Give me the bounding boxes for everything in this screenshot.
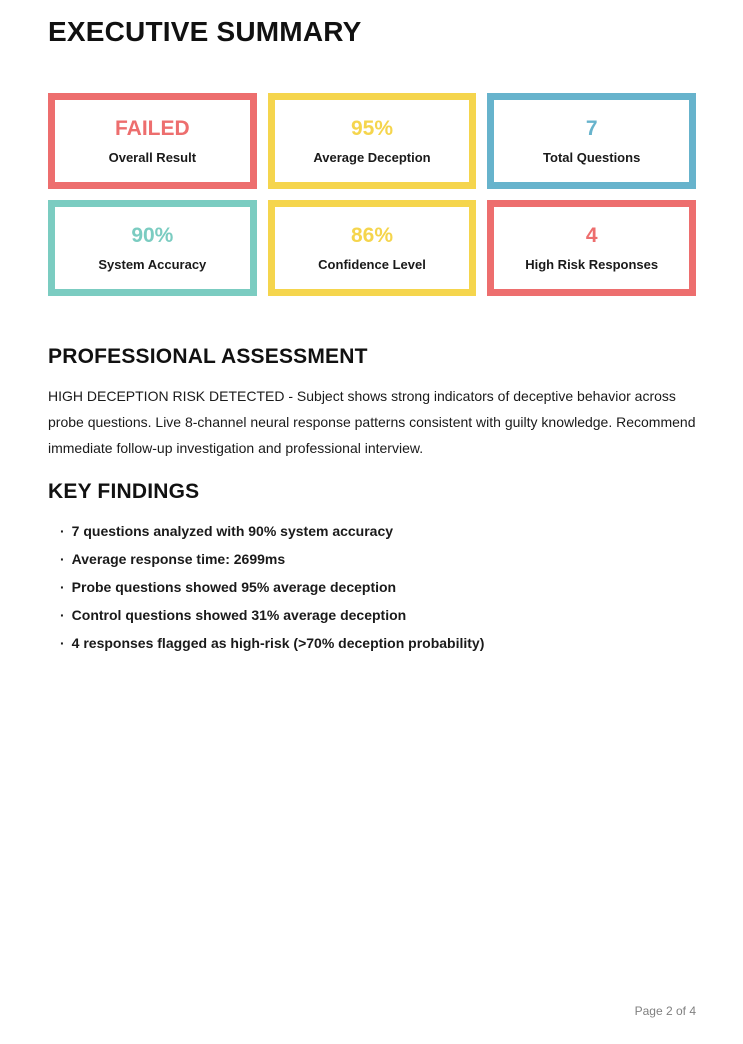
metric-card-high-risk-responses — [487, 200, 696, 296]
page-title: EXECUTIVE SUMMARY — [48, 16, 362, 47]
key-finding-text: Average response time: 2699ms — [71, 550, 286, 567]
key-finding-item — [60, 608, 696, 622]
metric-value: 86% — [350, 223, 393, 247]
key-findings-heading: KEY FINDINGS — [48, 479, 200, 503]
metric-label: System Accuracy — [98, 256, 207, 272]
professional-assessment-heading: PROFESSIONAL ASSESSMENT — [48, 344, 368, 368]
metric-card-total-questions — [487, 93, 696, 189]
bullet-dot: · — [60, 634, 65, 651]
metric-value: 90% — [131, 223, 174, 247]
metric-label: Average Deception — [313, 149, 431, 165]
metric-value: 95% — [350, 116, 393, 140]
metric-label: Overall Result — [108, 149, 197, 165]
key-finding-text: 4 responses flagged as high-risk (>70% deception probability) — [71, 634, 485, 651]
bullet-dot: · — [60, 606, 65, 623]
metric-value: FAILED — [114, 116, 190, 140]
professional-assessment-body: HIGH DECEPTION RISK DETECTED - Subject shows strong indicators of deceptive behavior across probe questions. Live 8-channel neural response patterns consistent with guilty knowledge. Recommend immediate follow-up investigation and professional interview. — [48, 387, 696, 456]
key-finding-item — [60, 524, 696, 538]
metric-value: 4 — [585, 223, 598, 247]
metric-card-average-deception — [268, 93, 477, 189]
bullet-dot: · — [60, 550, 65, 567]
metric-card-overall-result — [48, 93, 257, 189]
key-finding-item — [60, 580, 696, 594]
metric-card-confidence-level — [268, 200, 477, 296]
key-finding-text: Probe questions showed 95% average deception — [71, 578, 397, 595]
key-finding-text: 7 questions analyzed with 90% system accuracy — [71, 522, 394, 539]
metric-label: High Risk Responses — [525, 256, 659, 272]
metric-label: Total Questions — [543, 149, 641, 165]
metric-label: Confidence Level — [318, 256, 426, 272]
key-finding-item — [60, 552, 696, 566]
page-number: Page 2 of 4 — [634, 1004, 696, 1018]
metric-value: 7 — [585, 116, 598, 140]
bullet-dot: · — [60, 578, 65, 595]
metric-cards-grid — [48, 93, 696, 296]
key-findings-list — [48, 524, 696, 650]
key-finding-text: Control questions showed 31% average deception — [71, 606, 407, 623]
metric-card-system-accuracy — [48, 200, 257, 296]
key-finding-item — [60, 636, 696, 650]
bullet-dot: · — [60, 522, 65, 539]
